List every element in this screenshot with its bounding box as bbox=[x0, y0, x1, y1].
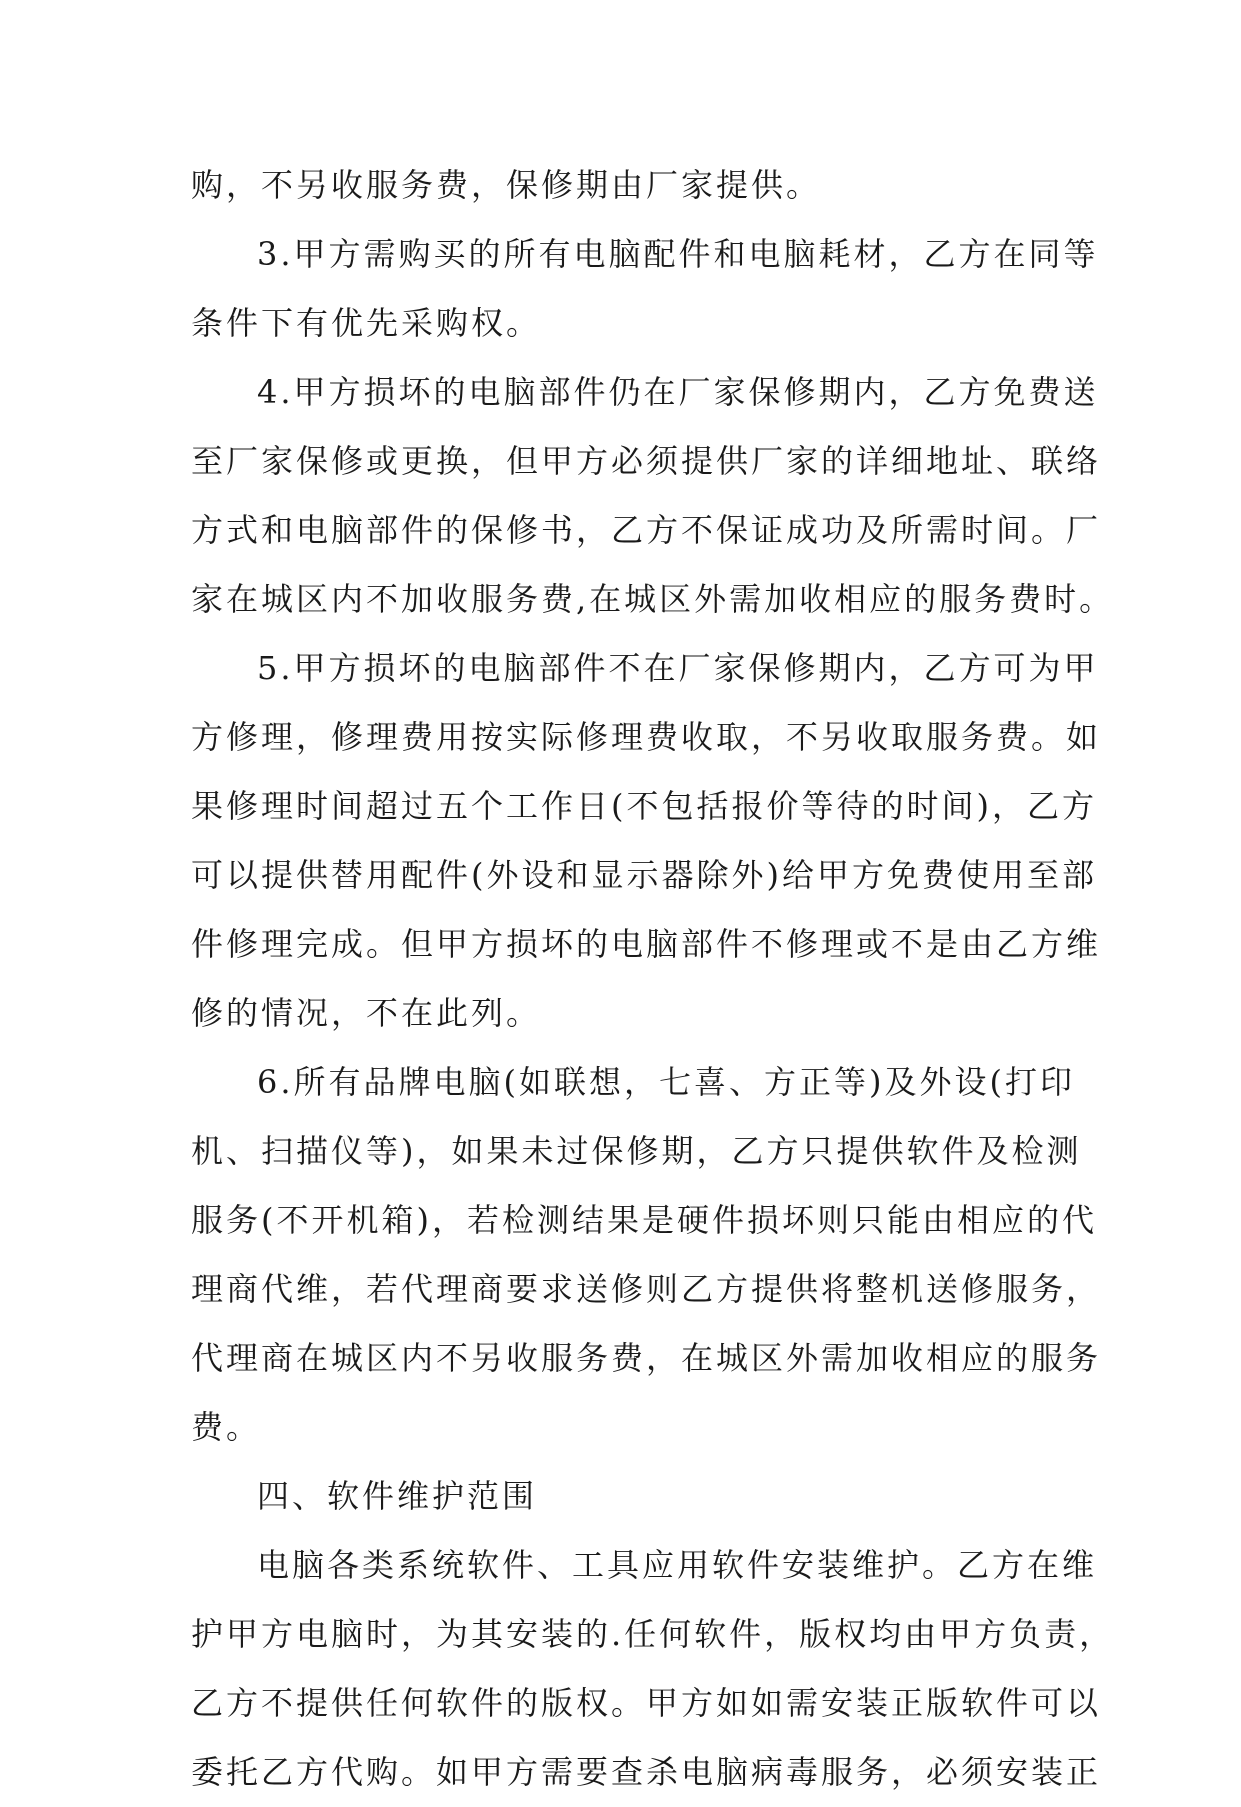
text-line: 方式和电脑部件的保修书，乙方不保证成功及所需时间。厂 bbox=[191, 511, 1102, 549]
text-line: 可以提供替用配件(外设和显示器除外)给甲方免费使用至部 bbox=[191, 856, 1097, 894]
text-line: 件修理完成。但甲方损坏的电脑部件不修理或不是由乙方维 bbox=[191, 925, 1102, 963]
section-heading: 四、软件维护范围 bbox=[257, 1477, 538, 1515]
text-line: 家在城区内不加收服务费,在城区外需加收相应的服务费时。 bbox=[191, 580, 1115, 618]
text-line: 代理商在城区内不另收服务费，在城区外需加收相应的服务 bbox=[191, 1339, 1102, 1377]
text-line: 修的情况，不在此列。 bbox=[191, 994, 542, 1032]
text-line: 费。 bbox=[191, 1408, 262, 1446]
text-line: 条件下有优先采购权。 bbox=[191, 304, 542, 342]
text-line: 理商代维，若代理商要求送修则乙方提供将整机送修服务， bbox=[191, 1270, 1102, 1308]
text-line: 机、扫描仪等)，如果未过保修期，乙方只提供软件及检测 bbox=[191, 1132, 1082, 1170]
text-line: 5.甲方损坏的电脑部件不在厂家保修期内，乙方可为甲 bbox=[257, 649, 1099, 687]
text-line: 果修理时间超过五个工作日(不包括报价等待的时间)，乙方 bbox=[191, 787, 1097, 825]
text-line: 电脑各类系统软件、工具应用软件安装维护。乙方在维 bbox=[257, 1546, 1098, 1584]
text-line: 3.甲方需购买的所有电脑配件和电脑耗材，乙方在同等 bbox=[257, 235, 1099, 273]
text-line: 购，不另收服务费，保修期由厂家提供。 bbox=[191, 166, 822, 204]
text-line: 乙方不提供任何软件的版权。甲方如如需安装正版软件可以 bbox=[191, 1684, 1102, 1722]
text-line: 护甲方电脑时，为其安装的.任何软件，版权均由甲方负责， bbox=[191, 1615, 1115, 1653]
text-line: 6.所有品牌电脑(如联想，七喜、方正等)及外设(打印 bbox=[257, 1063, 1075, 1101]
text-line: 委托乙方代购。如甲方需要查杀电脑病毒服务，必须安装正 bbox=[191, 1753, 1102, 1791]
text-line: 4.甲方损坏的电脑部件仍在厂家保修期内，乙方免费送 bbox=[257, 373, 1099, 411]
text-line: 至厂家保修或更换，但甲方必须提供厂家的详细地址、联络 bbox=[191, 442, 1102, 480]
text-line: 方修理，修理费用按实际修理费收取，不另收取服务费。如 bbox=[191, 718, 1102, 756]
document-body bbox=[191, 151, 1115, 1807]
text-line: 服务(不开机箱)，若检测结果是硬件损坏则只能由相应的代 bbox=[191, 1201, 1097, 1239]
